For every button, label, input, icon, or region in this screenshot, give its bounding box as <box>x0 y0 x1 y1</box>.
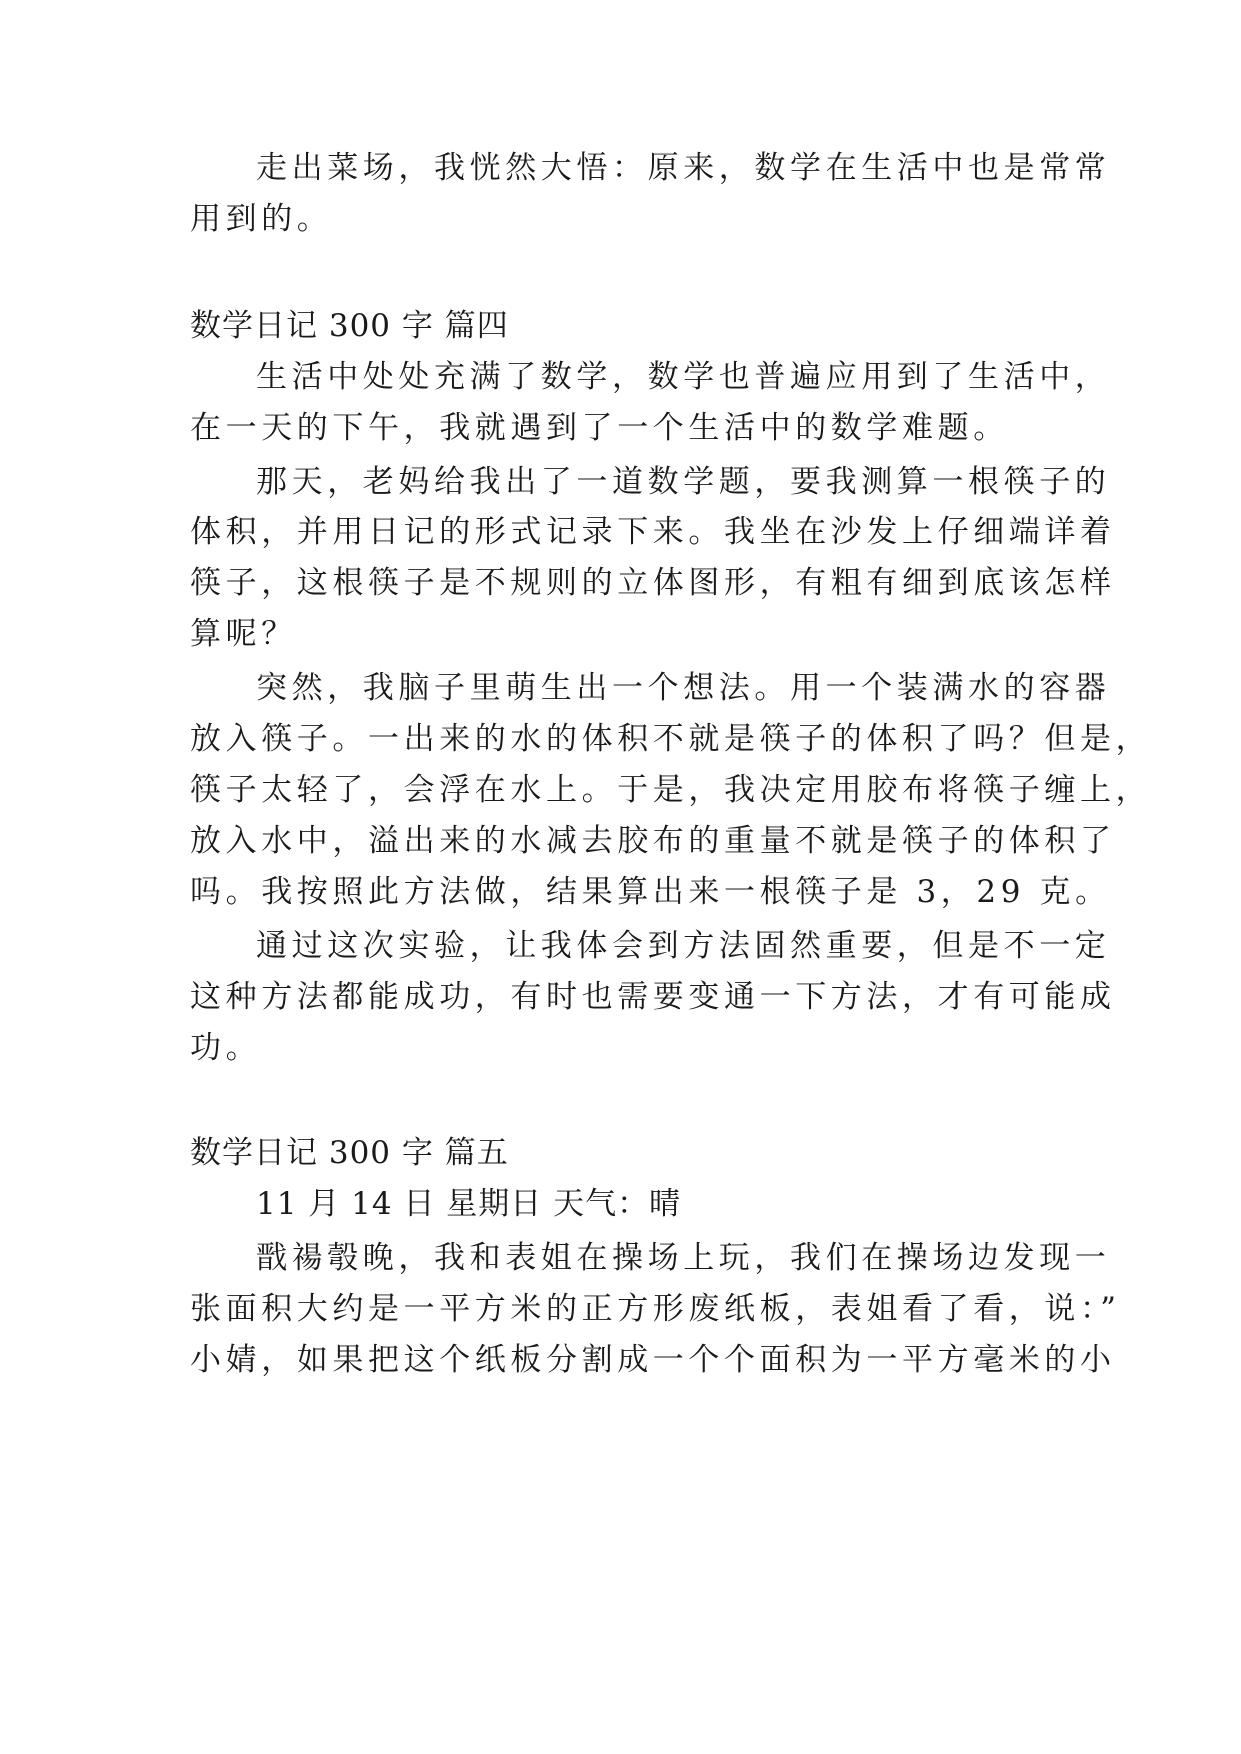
section-heading-5: 数学日记 300 字 篇五 <box>190 1135 509 1171</box>
date-weather-line: 11 月 14 日 星期日 天气：晴 <box>256 1186 682 1222</box>
paragraph-line: 通过这次实验，让我体会到方法固然重要，但是不一定 <box>256 928 1111 964</box>
paragraph-line: 张面积大约是一平方米的正方形废纸板，表姐看了看，说：” <box>190 1291 1121 1327</box>
paragraph-line: 放入筷子。一出来的水的体积不就是筷子的体积了吗？但是， <box>190 721 1152 757</box>
section-heading-4: 数学日记 300 字 篇四 <box>190 308 509 344</box>
paragraph-line: 体积，并用日记的形式记录下来。我坐在沙发上仔细端详着 <box>190 514 1116 550</box>
paragraph-line: 用到的。 <box>190 201 333 237</box>
paragraph-line: 那天，老妈给我出了一道数学题，要我测算一根筷子的 <box>256 464 1111 500</box>
paragraph-line: 筷子，这根筷子是不规则的立体图形，有粗有细到底该怎样 <box>190 565 1116 601</box>
paragraph-line: 戬禓彀晚，我和表姐在操场上玩，我们在操场边发现一 <box>256 1240 1111 1276</box>
paragraph-line: 小婧，如果把这个纸板分割成一个个面积为一平方毫米的小 <box>190 1342 1116 1378</box>
paragraph-line: 放入水中，溢出来的水减去胶布的重量不就是筷子的体积了 <box>190 823 1116 859</box>
paragraph-line: 算呢？ <box>190 616 297 652</box>
paragraph-line: 吗。我按照此方法做，结果算出来一根筷子是 3，29 克。 <box>190 874 1111 910</box>
paragraph-line: 走出菜场，我恍然大悟：原来，数学在生活中也是常常 <box>256 150 1111 186</box>
paragraph-line: 在一天的下午，我就遇到了一个生活中的数学难题。 <box>190 410 1009 446</box>
paragraph-line: 这种方法都能成功，有时也需要变通一下方法，才有可能成 <box>190 979 1116 1015</box>
paragraph-line: 功。 <box>190 1030 262 1066</box>
paragraph-line: 生活中处处充满了数学，数学也普遍应用到了生活中， <box>256 359 1111 395</box>
paragraph-line: 筷子太轻了，会浮在水上。于是，我决定用胶布将筷子缠上， <box>190 772 1152 808</box>
paragraph-line: 突然，我脑子里萌生出一个想法。用一个装满水的容器 <box>256 670 1111 706</box>
